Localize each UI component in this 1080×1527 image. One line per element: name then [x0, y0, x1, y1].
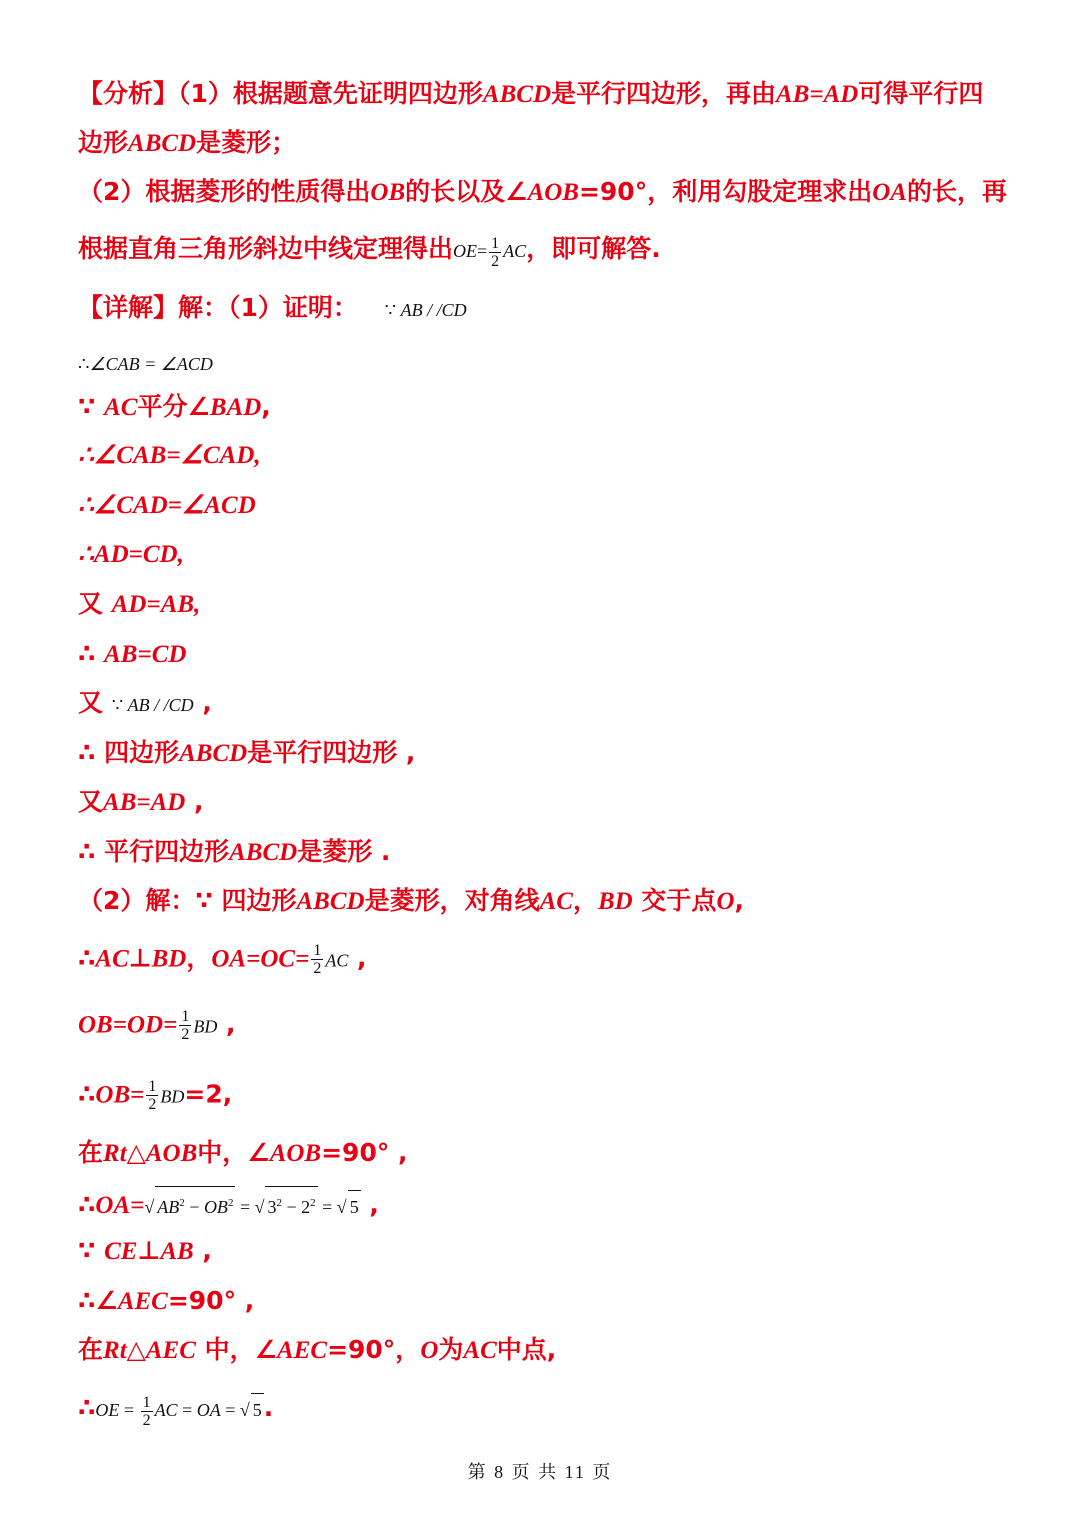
- formula-pythagoras: √ $AB^2 - OB^2$ = √ $3^2 - 2^2$ = √ 5: [144, 1197, 360, 1217]
- text: 根据直角三角形斜边中线定理得出: [78, 234, 454, 263]
- fraction-half: [146, 1078, 158, 1113]
- math-ab-cd: AB / /CD: [127, 695, 194, 715]
- solution-line-7: [78, 588, 200, 621]
- math-ad-ab: AD=AB,: [111, 591, 201, 618]
- text: ,: [348, 943, 367, 973]
- number-2: 2: [301, 1197, 311, 1217]
- math-bd: BD: [193, 1016, 218, 1037]
- text: 边形: [78, 128, 129, 157]
- math-rt: Rt: [103, 1337, 127, 1364]
- solution-line-5: ∴∠CAD=∠ACD: [78, 492, 256, 519]
- text: 又: [78, 589, 112, 618]
- analysis-line-1: [78, 78, 1003, 111]
- solution-line-6: ∴AD=CD,: [78, 541, 184, 568]
- math-ab: AB: [157, 1197, 180, 1217]
- math-aob: AOB: [527, 179, 579, 206]
- fraction-half: [141, 1394, 153, 1429]
- math-ab-cd: AB / /CD: [400, 300, 467, 320]
- radicand-1: [155, 1186, 235, 1223]
- text: ∴: [78, 1079, 96, 1109]
- denominator: 2: [181, 1026, 190, 1043]
- text: ∴: [78, 639, 105, 668]
- solution-line-3: [78, 391, 271, 424]
- equals: =: [177, 1400, 197, 1420]
- text: 交于点: [632, 886, 717, 915]
- math-o: O: [420, 1337, 439, 1364]
- text: （2）根据菱形的性质得出: [78, 177, 371, 206]
- solution-tag: 【详解】: [78, 293, 179, 322]
- solution-line-11: [78, 786, 204, 819]
- formula-oe-result: OE = $\frac{1}{2}$ AC = OA = √ 5: [95, 1394, 262, 1430]
- numerator: 1: [491, 235, 500, 253]
- text: ∴: [78, 1190, 96, 1219]
- text: 为: [438, 1335, 464, 1364]
- solution-line-9: [78, 687, 212, 721]
- math-bd: BD: [160, 1086, 185, 1107]
- solution-line-1: [78, 292, 467, 326]
- solution-line-2: [78, 346, 213, 380]
- text: 的长，再: [906, 177, 1007, 206]
- exponent: 2: [227, 1197, 234, 1209]
- equals: =: [220, 1400, 240, 1420]
- number-3: 3: [267, 1197, 277, 1217]
- solution-line-16: [78, 1078, 232, 1113]
- therefore-symbol: ∴: [78, 354, 90, 374]
- math-aec: AEC: [277, 1337, 328, 1364]
- text: 中，∠: [197, 1138, 270, 1167]
- math-oa: OA: [196, 1400, 221, 1420]
- formula-ab-parallel-cd: [112, 695, 194, 715]
- text: 可得平行四: [858, 79, 984, 108]
- text: 在: [78, 1335, 104, 1364]
- exponent: 2: [179, 1197, 185, 1209]
- math-bad: BAD: [209, 394, 262, 421]
- formula-cab-acd: [78, 354, 213, 374]
- text: 是平行四边形 ,: [247, 738, 416, 767]
- text: ∵: [78, 392, 105, 421]
- text: =90°，利用勾股定理求出: [578, 177, 873, 206]
- text: ,: [185, 787, 204, 816]
- text: 平分∠: [137, 392, 210, 421]
- math-oa: OA: [872, 179, 907, 206]
- equals: =: [477, 241, 488, 261]
- math-ac: AC: [325, 950, 349, 971]
- text: ∴∠: [78, 1286, 118, 1315]
- text: ∴: [78, 1393, 96, 1422]
- solution-line-12: [78, 836, 390, 869]
- math-rt: Rt: [103, 1140, 127, 1167]
- math-bd: BD: [597, 888, 633, 915]
- solution-line-20: [78, 1285, 254, 1318]
- text: ,: [360, 1190, 379, 1219]
- triangle-symbol: △: [126, 1335, 146, 1364]
- solution-line-10: [78, 737, 415, 770]
- perp-symbol: ⊥: [137, 1236, 161, 1265]
- text: ∵: [78, 1236, 105, 1265]
- math-ce: CE: [104, 1238, 138, 1265]
- math-cab-acd: ∠CAB = ∠ACD: [89, 354, 213, 374]
- numerator: 1: [181, 1008, 190, 1025]
- text: =90° ,: [321, 1138, 408, 1167]
- solution-line-4: ∴∠CAB=∠CAD,: [78, 442, 261, 469]
- math-abcd: ABCD: [179, 740, 248, 767]
- equals: =: [119, 1400, 139, 1420]
- equals: =: [235, 1197, 255, 1217]
- numerator: 1: [313, 942, 322, 959]
- exponent: 2: [310, 1197, 316, 1209]
- math-abcd: ABCD: [128, 130, 197, 157]
- page-footer: 第 8 页 共 11 页: [467, 1462, 613, 1482]
- analysis-line-4: [78, 233, 661, 270]
- text: 是菱形 .: [297, 837, 391, 866]
- math-ob: OB: [203, 1197, 228, 1217]
- analysis-tag: 【分析】: [78, 79, 179, 108]
- math-oa-oc: OA=OC=: [211, 945, 310, 973]
- math-abcd: ABCD: [296, 888, 365, 915]
- math-ac: AC: [104, 394, 138, 421]
- minus: −: [184, 1197, 204, 1217]
- text: 解：（1）证明：: [178, 293, 358, 322]
- text: （1）根据题意先证明四边形: [178, 79, 483, 108]
- solution-line-17: [78, 1137, 408, 1170]
- number-5: 5: [348, 1190, 361, 1223]
- because-symbol: ∵: [384, 300, 397, 320]
- text: 中点,: [496, 1335, 557, 1364]
- solution-line-14: [78, 942, 367, 977]
- math-aob: AOB: [145, 1140, 198, 1167]
- text: ，: [186, 943, 212, 973]
- math-abcd: ABCD: [482, 81, 552, 108]
- math-oe: OE: [453, 241, 478, 261]
- math-ob: OB=: [95, 1081, 145, 1109]
- math-oe: OE: [95, 1400, 120, 1420]
- fraction-half: [179, 1008, 191, 1043]
- denominator: 2: [142, 1412, 151, 1430]
- math-ac: AC: [154, 1400, 178, 1420]
- math-aec: AEC: [117, 1288, 168, 1315]
- math-o: O: [716, 888, 735, 915]
- fraction-half: [489, 235, 501, 270]
- math-aec: AEC: [145, 1337, 196, 1364]
- math-ac: AC: [503, 241, 527, 261]
- solution-line-22: [78, 1392, 273, 1429]
- text: （2）解：∵ 四边形: [78, 886, 297, 915]
- solution-line-15: [78, 1008, 236, 1043]
- math-abcd: ABCD: [229, 839, 298, 866]
- math-ab-ad: AB=AD: [103, 789, 186, 816]
- math-ac: AC: [539, 888, 573, 915]
- solution-line-13: [78, 885, 744, 918]
- analysis-line-3: [78, 176, 1007, 209]
- perp-symbol: ⊥: [128, 943, 152, 973]
- text: ∴ 平行四边形: [78, 837, 230, 866]
- math-aob: AOB: [269, 1140, 322, 1167]
- text: ,: [734, 886, 744, 915]
- text: 中，∠: [195, 1335, 278, 1364]
- math-ob-od: OB=OD=: [78, 1011, 178, 1039]
- solution-line-18: [78, 1186, 379, 1223]
- denominator: 2: [491, 253, 500, 271]
- radicand-2: [265, 1186, 317, 1223]
- equals: =: [317, 1197, 337, 1217]
- denominator: 2: [148, 1096, 157, 1113]
- math-ab-ad: AB=AD: [776, 81, 859, 108]
- denominator: 2: [313, 960, 322, 977]
- text: ,: [193, 688, 212, 717]
- math-ab-cd: AB=CD: [104, 641, 187, 668]
- text: .: [263, 1393, 274, 1422]
- analysis-line-2: [78, 127, 296, 160]
- text: =90° ,: [167, 1286, 255, 1315]
- math-ac: AC: [95, 945, 129, 973]
- text: 是平行四边形，再由: [551, 79, 777, 108]
- minus: −: [281, 1197, 302, 1217]
- exponent: 2: [276, 1197, 282, 1209]
- text: =2,: [184, 1079, 233, 1109]
- text: ,: [261, 392, 271, 421]
- math-bd: BD: [151, 945, 187, 973]
- text: ，: [572, 886, 598, 915]
- text: 在: [78, 1138, 104, 1167]
- text: ,: [193, 1236, 212, 1265]
- because-symbol: ∵: [111, 695, 124, 715]
- solution-line-19: [78, 1235, 212, 1268]
- numerator: 1: [142, 1394, 151, 1412]
- text: 是菱形，对角线: [364, 886, 540, 915]
- solution-line-8: [78, 638, 186, 671]
- text: ∴ 四边形: [78, 738, 180, 767]
- fraction-half: [311, 942, 323, 977]
- math-ac: AC: [463, 1337, 497, 1364]
- number-5: 5: [251, 1393, 264, 1426]
- math-oa: OA=: [95, 1192, 145, 1219]
- math-ab: AB: [160, 1238, 194, 1265]
- text: 是菱形；: [196, 128, 297, 157]
- text: 的长以及∠: [405, 177, 528, 206]
- math-ob: OB: [370, 179, 406, 206]
- solution-line-21: [78, 1334, 556, 1367]
- text: =90°，: [327, 1335, 421, 1364]
- text: ∴: [78, 943, 96, 973]
- triangle-symbol: △: [126, 1138, 146, 1167]
- formula-oe: [453, 235, 527, 271]
- text: 又: [78, 688, 112, 717]
- text: 又: [78, 787, 104, 816]
- numerator: 1: [148, 1078, 157, 1095]
- text: ,: [217, 1009, 236, 1039]
- text: ，即可解答.: [526, 234, 661, 263]
- formula-ab-parallel-cd: [385, 300, 467, 320]
